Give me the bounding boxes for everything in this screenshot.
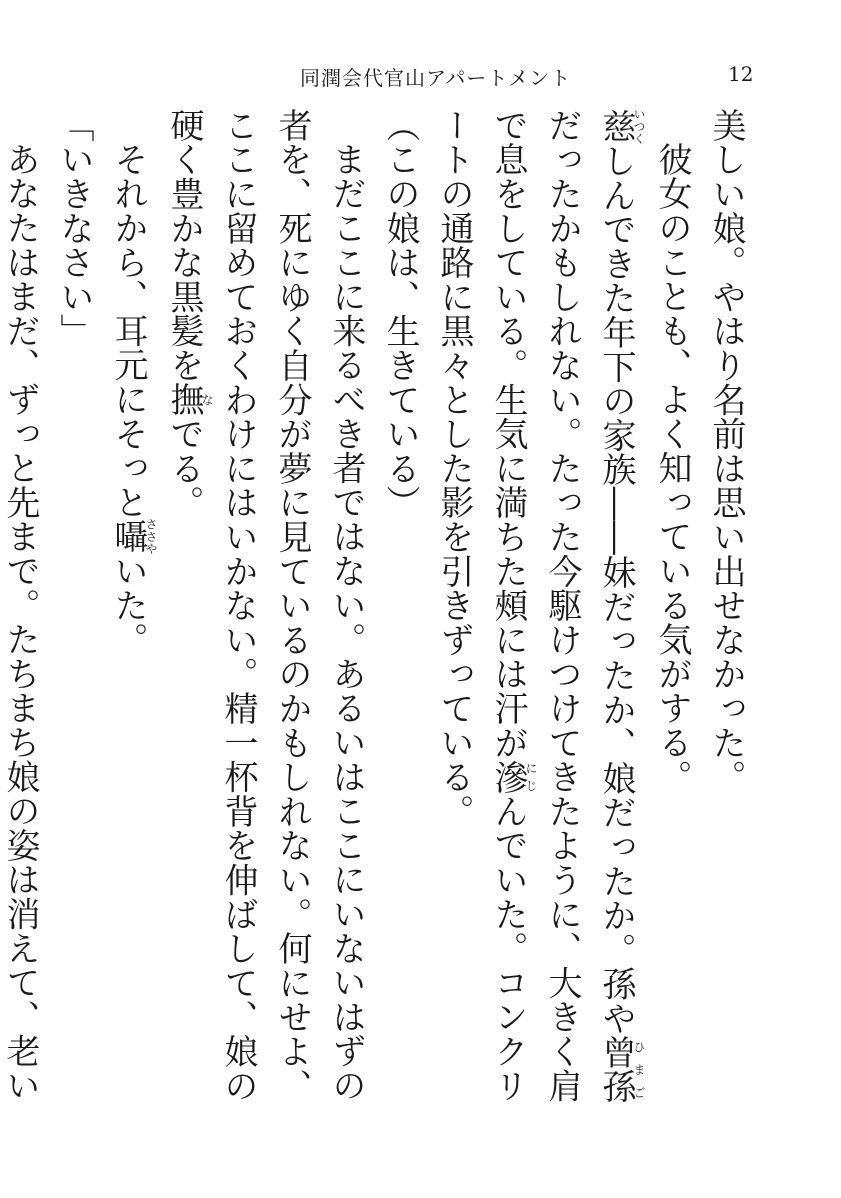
running-title: 同潤会代官山アパートメント: [300, 66, 572, 90]
ruby-himago: 曾孫ひまご: [596, 1035, 646, 1105]
ruby-sasaya: 囁ささや: [108, 518, 158, 555]
body-text: [0, 108, 753, 1128]
ruby-niji: 滲にじ: [488, 759, 538, 795]
paragraph-5: まだここに来るべき者ではない。あるいはここにいないはずの者を、死にゆく自分が夢に見ているのかもしれない。何にせよ、ここに留めておくわけにはいかない。精一杯背を伸ばして、娘の硬く豊かな黒髪を撫なでる。: [164, 108, 366, 1103]
paragraph-2: 彼女のことも、よく知っている気がする。: [652, 142, 692, 794]
paragraph-6: それから、耳元にそっと囁ささやいた。: [108, 142, 158, 657]
ruby-na: 撫な: [164, 382, 214, 417]
paragraph-3: 慈いつくしんできた年下の家族――妹だったか、娘だったか。孫や曾孫ひまごだったかもしれない。たった今駆けつけてきたように、大きく肩で息をしている。生気に満ちた頰には汗が滲にじんでいた。コンクリートの通路に黒々とした影を引きずっている。: [434, 108, 646, 1105]
ruby-itsuku: 慈いつく: [596, 108, 646, 145]
page-number: 12: [728, 62, 754, 86]
paragraph-7: 「いきなさい」: [54, 108, 94, 349]
paragraph-4: （この娘は、生きている）: [380, 108, 420, 520]
paragraph-1: 美しい娘。やはり名前は思い出せなかった。: [706, 108, 746, 794]
paragraph-8: あなたはまだ、ずっと先まで。たちまち娘の姿は消えて、老い: [0, 142, 40, 1103]
